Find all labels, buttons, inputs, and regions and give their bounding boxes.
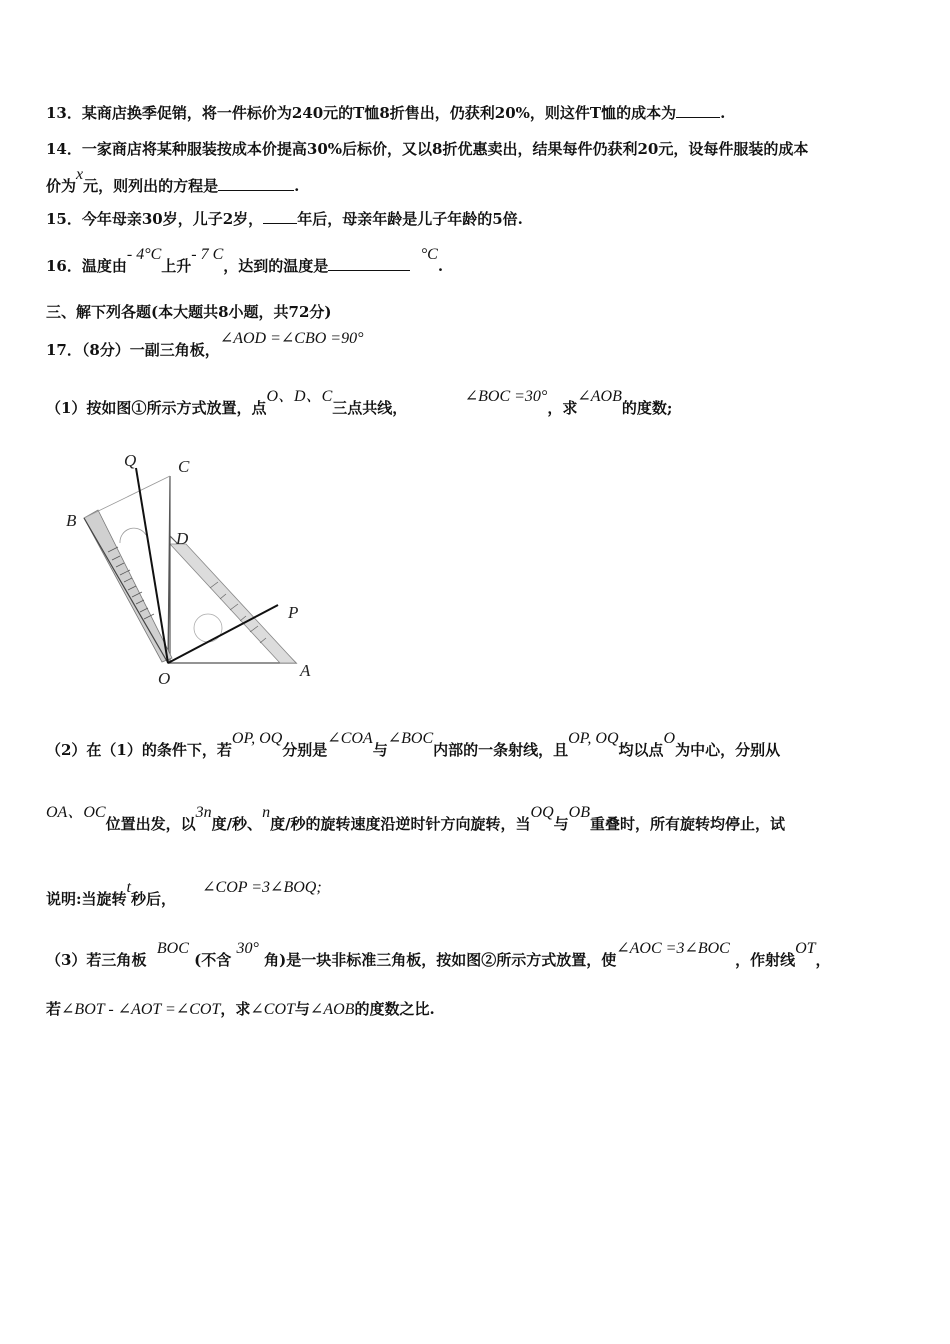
- ruler-strip-da: [170, 544, 299, 663]
- question-17-part-2-line3: 说明:当旋转t秒后， ∠COP =3∠BOQ;: [46, 879, 322, 908]
- question-17-part-1: （1）按如图①所示方式放置，点O、D、C三点共线， ∠BOC =30°，求∠AOB的度数;: [46, 388, 673, 417]
- label-o: O: [158, 669, 171, 688]
- question-17-part-2-line1: （2）在（1）的条件下，若OP, OQ分别是∠COA与∠BOC内部的一条射线，且OP, OQ均以点O为中心，分别从: [46, 730, 781, 759]
- edge-bc: [84, 476, 170, 518]
- question-17-part-3-line2: 若∠BOT - ∠AOT =∠COT，求∠COT与∠AOB的度数之比.: [46, 1000, 435, 1018]
- label-d: D: [176, 529, 189, 548]
- label-q: Q: [124, 451, 137, 470]
- protractor-arc-1: [120, 528, 146, 543]
- ruler-strip-bo: [84, 510, 172, 662]
- question-17-part-2-line2: OA、OC位置出发，以3n度/秒、n度/秒的旋转速度沿逆时针方向旋转，当OQ与OB重叠时，所有旋转均停止，试: [46, 804, 786, 833]
- label-a: A: [300, 661, 311, 680]
- question-17-heading: 17．（8分）一副三角板，∠AOD =∠CBO =90°: [46, 330, 364, 359]
- question-16: 16．温度由- 4°C上升- 7 C，达到的温度是 °C.: [46, 246, 444, 275]
- label-p: P: [288, 603, 299, 622]
- answer-blank: [263, 209, 297, 224]
- label-c: C: [178, 457, 190, 476]
- question-17-part-3-line1: （3）若三角板 BOC (不含 30° 角)是一块非标准三角板，按如图②所示方式放置，使∠AOC =3∠BOC ，作射线OT，: [46, 940, 831, 969]
- label-b: B: [66, 511, 77, 530]
- section-3-header: 三、解下列各题(本大题共8小题，共72分): [46, 303, 332, 321]
- question-14-line2: 价为x元，则列出的方程是 .: [46, 166, 300, 195]
- answer-blank: [328, 256, 410, 271]
- question-15: 15．今年母亲30岁，儿子2岁， 年后，母亲年龄是儿子年龄的5倍.: [46, 210, 523, 228]
- answer-blank: [676, 103, 720, 118]
- answer-blank: [218, 176, 294, 191]
- question-14-line1: 14．一家商店将某种服装按成本价提高30%后标价，又以8折优惠卖出，结果每件仍获利20元，设每件服装的成本: [46, 140, 809, 158]
- question-13: 13．某商店换季促销，将一件标价为240元的T恤8折售出，仍获利20%，则这件T恤的成本为 .: [46, 104, 726, 122]
- figure-1-triangle-rulers: [60, 448, 330, 693]
